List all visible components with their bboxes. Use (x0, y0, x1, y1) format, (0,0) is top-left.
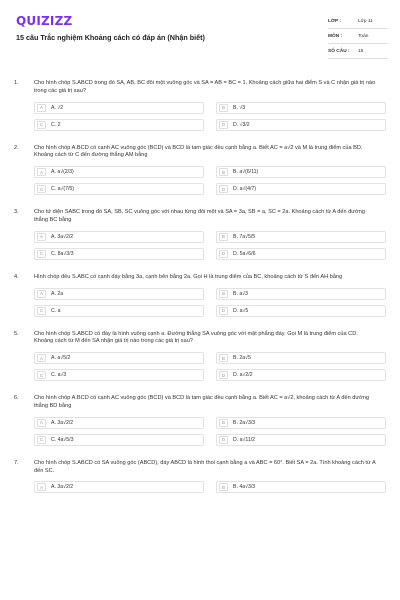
meta-value: 15 (358, 48, 364, 54)
question-number: 6. (14, 395, 19, 402)
question-text: Cho hình chóp A.BCD có cạnh AC vuông góc (BCD) và BCD là tam giác đều cạnh bằng a. Biết AC = a√2 và M là trung điểm của BD. Khoảng cách từ C đến đường thẳng AM bằng (34, 144, 363, 159)
option-letter: B (219, 419, 228, 427)
answer-option-a[interactable] (34, 231, 204, 243)
question-1 (14, 80, 386, 131)
option-text: D. a√11/2 (233, 436, 256, 443)
option-text: C. a√(7/5) (51, 186, 75, 193)
question-text: Cho hình chóp S.ABCD có đáy là hình vuông cạnh a. Đường thẳng SA vuông góc với mặt phẳng đáy. Gọi M là trung điểm của CD. Khoảng cách từ M đến SA nhận giá trị nào trong các giá trị sau? (34, 330, 358, 345)
question-6 (14, 395, 386, 446)
answer-option-a[interactable] (34, 288, 204, 300)
answer-option-b[interactable] (216, 352, 386, 364)
option-text: B. √3 (233, 104, 246, 111)
answer-options (34, 166, 386, 195)
question-number: 3. (14, 209, 19, 216)
option-letter: D (219, 185, 228, 193)
answer-option-c[interactable] (34, 119, 204, 131)
page-header (0, 0, 400, 70)
option-letter: D (219, 371, 228, 379)
answer-option-a[interactable] (34, 166, 204, 178)
question-4 (14, 274, 386, 317)
question-list (0, 80, 400, 493)
page-title: 15 câu Trắc nghiệm Khoảng cách có đáp án (Nhận biết) (16, 33, 205, 42)
question-text: Cho hình chóp A.BCD có cạnh AC vuông góc (BCD) và BCD là tam giác đều cạnh bằng a. Biết AC = a√2, khoảng cách từ A đến đường thẳng BD bằng (34, 395, 369, 409)
answer-options (34, 288, 386, 317)
option-letter: C (37, 121, 46, 129)
meta-info (328, 14, 388, 59)
question-5 (14, 331, 386, 382)
meta-value: Toán (358, 33, 369, 39)
answer-option-b[interactable] (216, 102, 386, 114)
question-text: Cho hình chóp S.ABCD có SA vuông góc (ABCD), đáy ABCD là hình thoi cạnh bằng a và ABC = 60°. Biết SA = 2a. Tính khoảng cách từ A đến SC. (34, 459, 376, 474)
answer-option-b[interactable] (216, 288, 386, 300)
question-number: 5. (14, 330, 19, 337)
option-letter: C (37, 185, 46, 193)
option-text: A. 3a√2/2 (51, 419, 74, 426)
answer-option-c[interactable] (34, 369, 204, 381)
option-letter: B (219, 104, 228, 112)
answer-option-c[interactable] (34, 248, 204, 260)
answer-options (34, 417, 386, 446)
option-text: B. a√(6/11) (233, 169, 259, 176)
option-letter: A (37, 419, 46, 427)
meta-value: Lớp 11 (358, 18, 373, 24)
answer-option-a[interactable] (34, 102, 204, 114)
option-letter: B (219, 233, 228, 241)
option-letter: A (37, 483, 46, 491)
option-letter: A (37, 233, 46, 241)
meta-label: SỐ CÂU : (328, 48, 350, 54)
question-7 (14, 460, 386, 494)
question-text: Cho tứ diện SABC trong đó SA, SB, SC vuông góc với nhau từng đôi một và SA = 3a, SB = a, SC = 2a. Khoảng cách từ A đến đường thẳng BC bằng (34, 209, 365, 223)
option-text: B. a√3 (233, 290, 248, 297)
question-number: 2. (14, 144, 19, 151)
question-number: 4. (14, 273, 19, 280)
option-text: D. a√2/2 (233, 372, 253, 379)
answer-options (34, 481, 386, 493)
answer-option-a[interactable] (34, 352, 204, 364)
answer-option-d[interactable] (216, 119, 386, 131)
option-text: B. 2a√3/3 (233, 419, 256, 426)
option-text: A. 3a√2/2 (51, 484, 74, 491)
meta-row-subject (328, 29, 388, 44)
option-text: C. a (51, 307, 61, 314)
option-text: C. 4a√5/3 (51, 436, 74, 443)
option-letter: B (219, 168, 228, 176)
option-text: D. a√5 (233, 307, 249, 314)
option-letter: D (219, 436, 228, 444)
question-text: Hình chóp đều S.ABC có cạnh đáy bằng 3a, cạnh bên bằng 2a. Gọi H là trung điểm của BC, khoảng cách từ S đến AH bằng (34, 273, 343, 280)
option-text: C. 2 (51, 121, 61, 128)
option-letter: B (219, 290, 228, 298)
option-letter: A (37, 168, 46, 176)
option-text: A. a√5/2 (51, 355, 71, 362)
answer-option-c[interactable] (34, 305, 204, 317)
answer-option-d[interactable] (216, 369, 386, 381)
meta-label: MÔN : (328, 33, 343, 39)
option-text: D. a√(4/7) (233, 186, 257, 193)
option-text: C. 8a√3/3 (51, 250, 74, 257)
answer-option-c[interactable] (34, 183, 204, 195)
option-text: D. 5a√6/6 (233, 250, 256, 257)
answer-options (34, 231, 386, 260)
option-text: C. a√3 (51, 372, 67, 379)
answer-option-d[interactable] (216, 305, 386, 317)
option-letter: A (37, 104, 46, 112)
option-letter: A (37, 290, 46, 298)
answer-options (34, 352, 386, 381)
option-text: B. 7a√5/5 (233, 233, 256, 240)
answer-option-a[interactable] (34, 481, 204, 493)
answer-options (34, 102, 386, 131)
question-number: 1. (14, 80, 19, 86)
option-text: B. 2a√5 (233, 355, 251, 362)
answer-option-b[interactable] (216, 481, 386, 493)
answer-option-b[interactable] (216, 231, 386, 243)
option-letter: B (219, 483, 228, 491)
option-text: B. 4a√3/3 (233, 484, 256, 491)
option-text: A. a√(2/3) (51, 169, 74, 176)
option-letter: C (37, 250, 46, 258)
answer-option-b[interactable] (216, 166, 386, 178)
answer-option-d[interactable] (216, 183, 386, 195)
question-number: 7. (14, 459, 19, 466)
meta-label: LỚP : (328, 18, 342, 24)
answer-option-b[interactable] (216, 417, 386, 429)
question-3 (14, 209, 386, 260)
answer-option-d[interactable] (216, 248, 386, 260)
option-text: A. √2 (51, 104, 64, 111)
option-letter: B (219, 354, 228, 362)
quizizz-logo: QUIZIZZ (16, 14, 73, 28)
meta-row-class (328, 14, 388, 29)
answer-option-a[interactable] (34, 417, 204, 429)
option-text: A. 3a√2/2 (51, 233, 74, 240)
answer-option-d[interactable] (216, 434, 386, 446)
meta-row-count (328, 44, 388, 59)
option-letter: C (37, 307, 46, 315)
option-text: D. √3/2 (233, 121, 250, 128)
question-2 (14, 145, 386, 196)
option-letter: D (219, 121, 228, 129)
question-text: Cho hình chóp S.ABCD trong đó SA, AB, BC đôi một vuông góc và SA = AB = BC = 1. Khoảng cách giữa hai điểm S và C nhận giá trị nào trong các giá trị sau? (34, 80, 376, 94)
option-letter: D (219, 250, 228, 258)
option-letter: C (37, 371, 46, 379)
answer-option-c[interactable] (34, 434, 204, 446)
option-letter: C (37, 436, 46, 444)
option-letter: D (219, 307, 228, 315)
option-text: A. 2a (51, 290, 64, 297)
option-letter: A (37, 354, 46, 362)
